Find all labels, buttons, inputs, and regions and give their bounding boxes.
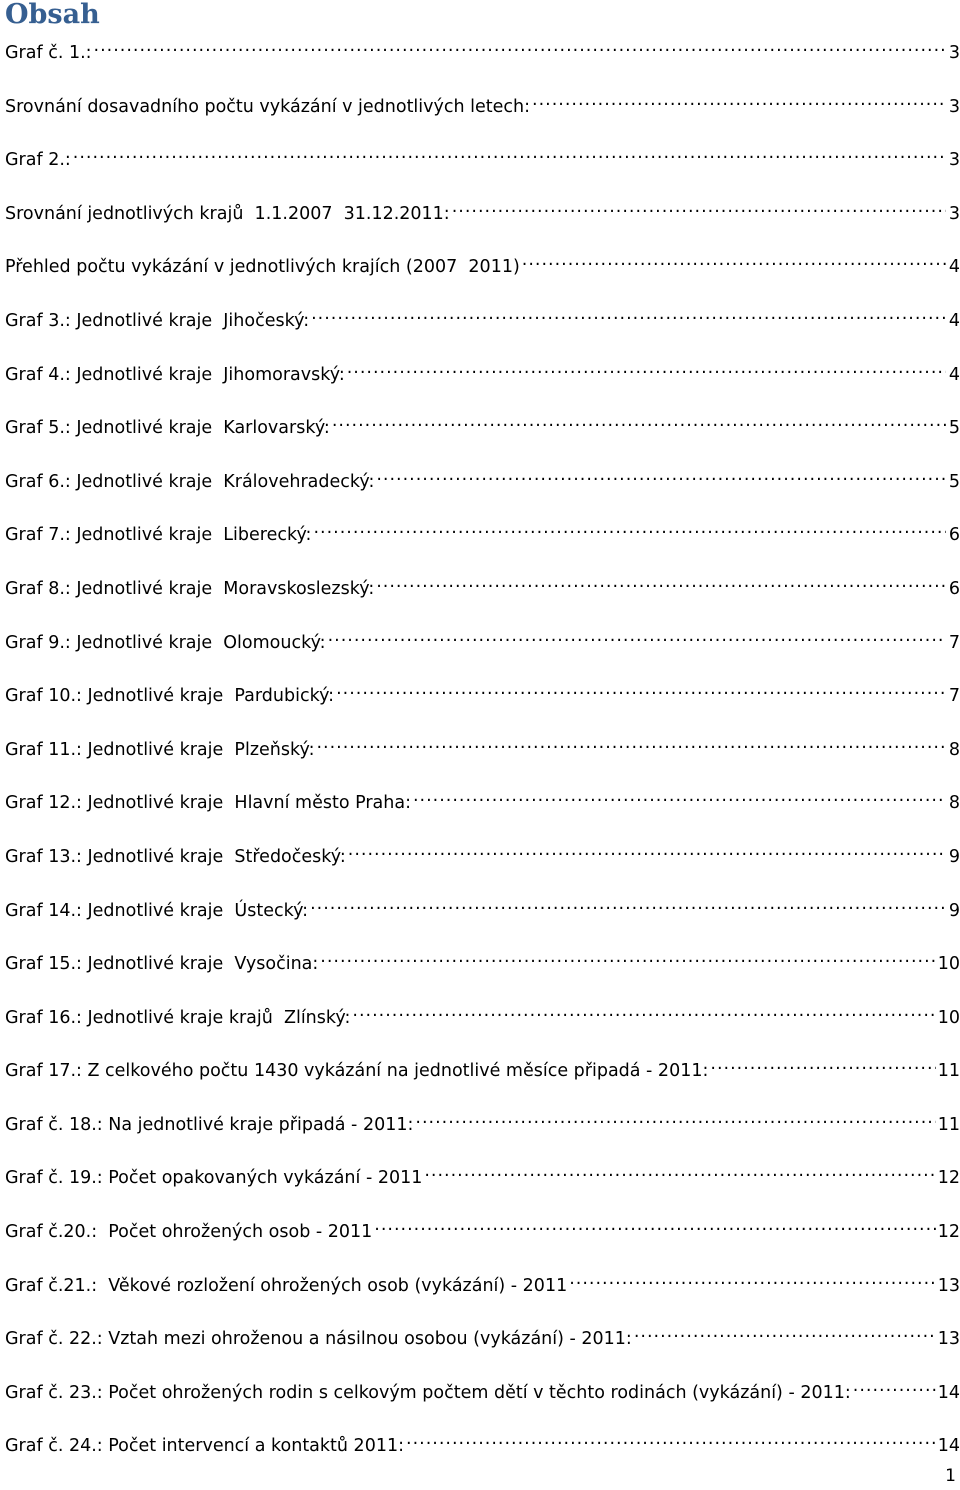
toc-leader-dots xyxy=(352,999,935,1023)
toc-entry[interactable] xyxy=(5,1213,960,1267)
toc-entry[interactable] xyxy=(5,516,960,570)
toc-leader-dots xyxy=(532,88,946,112)
toc-entry-page: 7 xyxy=(948,686,960,707)
toc-entry[interactable] xyxy=(5,1320,960,1374)
toc-entry-page: 3 xyxy=(948,150,960,171)
toc-entry[interactable] xyxy=(5,1267,960,1321)
toc-entry-page: 14 xyxy=(937,1382,960,1403)
toc-title: Obsah xyxy=(5,0,100,30)
toc-entry[interactable] xyxy=(5,892,960,946)
toc-entry-page: 10 xyxy=(937,1007,960,1028)
toc-entry-text: Graf č. 18.: Na jednotlivé kraje připadá - 2011: xyxy=(5,1114,414,1135)
toc-entry-text: Graf 14.: Jednotlivé kraje Ústecký: xyxy=(5,900,309,921)
toc-entry-page: 3 xyxy=(948,96,960,117)
toc-leader-dots xyxy=(452,195,946,219)
toc-leader-dots xyxy=(374,1213,935,1237)
toc-leader-dots xyxy=(316,731,946,755)
toc-entry-text: Graf č. 24.: Počet intervencí a kontaktů 2011: xyxy=(5,1436,404,1457)
toc-entry[interactable] xyxy=(5,677,960,731)
toc-entry-text: Graf 3.: Jednotlivé kraje Jihočeský: xyxy=(5,310,310,331)
toc-leader-dots xyxy=(634,1320,936,1344)
toc-entry-page: 4 xyxy=(948,310,960,331)
toc-leader-dots xyxy=(348,838,946,862)
toc-entry[interactable] xyxy=(5,88,960,142)
toc-entry[interactable] xyxy=(5,356,960,410)
toc-entry-page: 14 xyxy=(937,1436,960,1457)
toc-leader-dots xyxy=(415,1106,935,1130)
toc-entry[interactable] xyxy=(5,999,960,1053)
toc-entry-text: Graf č. 19.: Počet opakovaných vykázání - 2011 xyxy=(5,1168,423,1189)
toc-entry-text: Graf 13.: Jednotlivé kraje Středočeský: xyxy=(5,846,346,867)
toc-leader-dots xyxy=(73,141,946,165)
toc-leader-dots xyxy=(376,570,946,594)
toc-leader-dots xyxy=(320,945,935,969)
toc-entry-text: Graf č.20.: Počet ohrožených osob - 2011 xyxy=(5,1222,373,1243)
toc-leader-dots xyxy=(310,892,946,916)
toc-leader-dots xyxy=(406,1427,936,1451)
toc-entry-page: 11 xyxy=(937,1114,960,1135)
toc-entry[interactable] xyxy=(5,463,960,517)
toc-entry-page: 10 xyxy=(937,954,960,975)
toc-entry-page: 13 xyxy=(937,1329,960,1350)
toc-entry-text: Graf 5.: Jednotlivé kraje Karlovarský: xyxy=(5,418,330,439)
toc-leader-dots xyxy=(413,784,946,808)
toc-entry-text: Graf 6.: Jednotlivé kraje Královehradecký: xyxy=(5,471,375,492)
toc-entry-page: 5 xyxy=(948,471,960,492)
toc-entry-text: Graf 9.: Jednotlivé kraje Olomoucký: xyxy=(5,632,326,653)
toc-leader-dots xyxy=(336,677,946,701)
toc-entry-text: Graf 15.: Jednotlivé kraje Vysočina: xyxy=(5,954,319,975)
toc-entry[interactable] xyxy=(5,1106,960,1160)
toc-entry-text: Srovnání dosavadního počtu vykázání v jednotlivých letech: xyxy=(5,96,531,117)
toc-leader-dots xyxy=(424,1159,935,1183)
toc-entry[interactable] xyxy=(5,1159,960,1213)
toc-entry-text: Graf 8.: Jednotlivé kraje Moravskoslezský: xyxy=(5,578,375,599)
toc-entry[interactable] xyxy=(5,141,960,195)
toc-entry-text: Graf č.21.: Věkové rozložení ohrožených osob (vykázání) - 2011 xyxy=(5,1275,568,1296)
toc-entry-page: 9 xyxy=(948,846,960,867)
toc-entry-text: Graf 11.: Jednotlivé kraje Plzeňský: xyxy=(5,739,315,760)
toc-entry[interactable] xyxy=(5,731,960,785)
toc-leader-dots xyxy=(328,624,946,648)
toc-entry[interactable] xyxy=(5,409,960,463)
toc-leader-dots xyxy=(522,248,946,272)
toc-leader-dots xyxy=(376,463,946,487)
toc-entry[interactable] xyxy=(5,195,960,249)
toc-entry-text: Přehled počtu vykázání v jednotlivých krajích (2007 2011) xyxy=(5,257,520,278)
toc-entry-page: 12 xyxy=(937,1168,960,1189)
toc-entry-page: 12 xyxy=(937,1222,960,1243)
toc-entry-page: 8 xyxy=(948,793,960,814)
toc-leader-dots xyxy=(569,1267,936,1291)
toc-list xyxy=(5,34,960,1481)
toc-entry-text: Graf 2.: xyxy=(5,150,71,171)
toc-entry-page: 6 xyxy=(948,525,960,546)
page-number: 1 xyxy=(945,1466,956,1486)
toc-entry-text: Graf 16.: Jednotlivé kraje krajů Zlínský: xyxy=(5,1007,351,1028)
toc-entry-page: 9 xyxy=(948,900,960,921)
toc-entry-text: Graf č. 22.: Vztah mezi ohroženou a násilnou osobou (vykázání) - 2011: xyxy=(5,1329,632,1350)
toc-entry-page: 5 xyxy=(948,418,960,439)
toc-leader-dots xyxy=(332,409,946,433)
toc-entry[interactable] xyxy=(5,248,960,302)
toc-entry[interactable] xyxy=(5,784,960,838)
toc-entry-text: Srovnání jednotlivých krajů 1.1.2007 31.12.2011: xyxy=(5,203,450,224)
toc-entry-text: Graf 4.: Jednotlivé kraje Jihomoravský: xyxy=(5,364,345,385)
toc-entry-page: 6 xyxy=(948,578,960,599)
toc-leader-dots xyxy=(94,34,946,58)
toc-entry[interactable] xyxy=(5,34,960,88)
toc-entry-page: 4 xyxy=(948,364,960,385)
toc-entry-text: Graf 10.: Jednotlivé kraje Pardubický: xyxy=(5,686,335,707)
toc-entry-text: Graf 17.: Z celkového počtu 1430 vykázání na jednotlivé měsíce připadá - 2011: xyxy=(5,1061,709,1082)
toc-entry-text: Graf 12.: Jednotlivé kraje Hlavní město Praha: xyxy=(5,793,411,814)
toc-entry-page: 3 xyxy=(948,203,960,224)
toc-entry[interactable] xyxy=(5,1374,960,1428)
toc-leader-dots xyxy=(710,1052,935,1076)
toc-entry[interactable] xyxy=(5,302,960,356)
toc-entry[interactable] xyxy=(5,945,960,999)
toc-entry[interactable] xyxy=(5,1427,960,1481)
toc-leader-dots xyxy=(347,356,946,380)
toc-entry[interactable] xyxy=(5,838,960,892)
toc-leader-dots xyxy=(313,516,946,540)
toc-entry-page: 7 xyxy=(948,632,960,653)
toc-entry-text: Graf 7.: Jednotlivé kraje Liberecký: xyxy=(5,525,312,546)
toc-entry-page: 3 xyxy=(948,43,960,63)
toc-entry[interactable] xyxy=(5,1052,960,1106)
toc-entry-text: Graf č. 23.: Počet ohrožených rodin s celkovým počtem dětí v těchto rodinách (vykázání) - 2011: xyxy=(5,1382,851,1403)
toc-entry-page: 11 xyxy=(937,1061,960,1082)
toc-leader-dots xyxy=(853,1374,936,1398)
toc-leader-dots xyxy=(311,302,946,326)
toc-entry-page: 4 xyxy=(948,257,960,278)
toc-entry[interactable] xyxy=(5,570,960,624)
toc-entry[interactable] xyxy=(5,624,960,678)
toc-entry-page: 13 xyxy=(937,1275,960,1296)
toc-entry-page: 8 xyxy=(948,739,960,760)
toc-entry-text: Graf č. 1.: xyxy=(5,43,92,63)
